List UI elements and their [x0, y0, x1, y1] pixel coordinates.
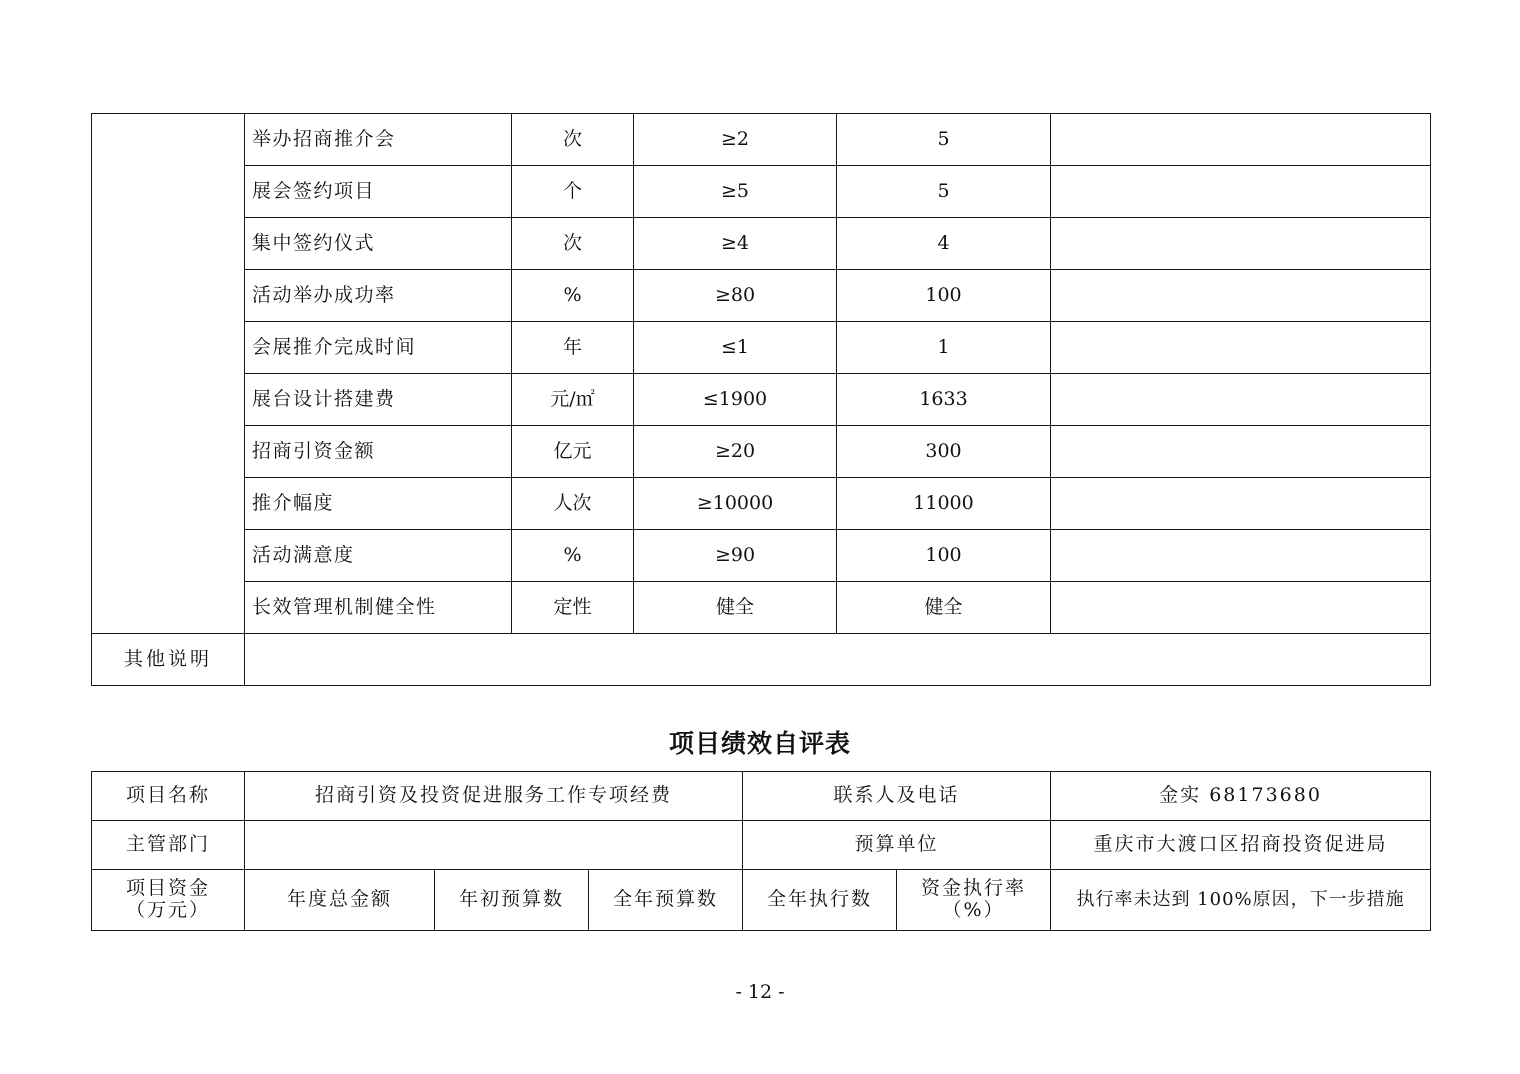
indicator-unit: 人次 — [512, 478, 634, 530]
indicator-target: ≤1 — [634, 322, 837, 374]
indicator-name: 招商引资金额 — [245, 426, 512, 478]
indicator-actual: 5 — [837, 114, 1051, 166]
indicator-actual: 4 — [837, 218, 1051, 270]
indicator-actual: 300 — [837, 426, 1051, 478]
indicator-target: ≥20 — [634, 426, 837, 478]
indicator-name: 会展推介完成时间 — [245, 322, 512, 374]
indicator-target: ≥10000 — [634, 478, 837, 530]
indicator-unit: 亿元 — [512, 426, 634, 478]
indicator-target: ≤1900 — [634, 374, 837, 426]
budget-unit-label: 预算单位 — [743, 821, 1051, 870]
budget-unit-value: 重庆市大渡口区招商投资促进局 — [1051, 821, 1431, 870]
table-row — [92, 821, 1431, 870]
indicator-target: ≥80 — [634, 270, 837, 322]
contact-label: 联系人及电话 — [743, 772, 1051, 821]
funds-label-line1: 项目资金 — [125, 877, 210, 900]
indicator-name: 活动举办成功率 — [245, 270, 512, 322]
table-row — [92, 322, 1431, 374]
table-row — [92, 166, 1431, 218]
table-row — [92, 426, 1431, 478]
indicator-unit: 次 — [512, 218, 634, 270]
indicator-actual: 1633 — [837, 374, 1051, 426]
indicator-note — [1051, 166, 1431, 218]
indicator-table — [91, 113, 1431, 686]
table-row — [92, 374, 1431, 426]
indicator-target: ≥90 — [634, 530, 837, 582]
indicator-actual: 11000 — [837, 478, 1051, 530]
indicator-name: 展会签约项目 — [245, 166, 512, 218]
indicator-target: ≥2 — [634, 114, 837, 166]
indicator-actual: 5 — [837, 166, 1051, 218]
indicator-unit: % — [512, 530, 634, 582]
indicator-unit: 定性 — [512, 582, 634, 634]
project-name-value: 招商引资及投资促进服务工作专项经费 — [245, 772, 743, 821]
indicator-note — [1051, 374, 1431, 426]
indicator-unit: 元/㎡ — [512, 374, 634, 426]
table-row — [92, 270, 1431, 322]
table-row — [92, 870, 1431, 931]
project-name-label: 项目名称 — [92, 772, 245, 821]
col-full-budget: 全年预算数 — [589, 870, 743, 931]
indicator-name: 举办招商推介会 — [245, 114, 512, 166]
table-row — [92, 582, 1431, 634]
table-row — [92, 114, 1431, 166]
other-notes-row — [92, 634, 1431, 686]
indicator-unit: 年 — [512, 322, 634, 374]
funds-label-line2: （万元） — [125, 899, 210, 921]
dept-value — [245, 821, 743, 870]
category-cell — [92, 114, 245, 634]
col-exec-rate-line2: （%） — [942, 899, 1005, 921]
indicator-actual: 健全 — [837, 582, 1051, 634]
col-annual-total: 年度总金额 — [245, 870, 435, 931]
indicator-actual: 100 — [837, 270, 1051, 322]
other-notes-label: 其他说明 — [92, 634, 245, 686]
indicator-name: 推介幅度 — [245, 478, 512, 530]
indicator-note — [1051, 530, 1431, 582]
indicator-target: ≥4 — [634, 218, 837, 270]
other-notes-value — [245, 634, 1431, 686]
col-full-execution: 全年执行数 — [743, 870, 897, 931]
indicator-target: ≥5 — [634, 166, 837, 218]
funds-label — [92, 870, 245, 931]
indicator-table-body — [92, 114, 1431, 686]
indicator-note — [1051, 426, 1431, 478]
page-number: - 12 - — [735, 981, 785, 1003]
indicator-note — [1051, 218, 1431, 270]
indicator-unit: % — [512, 270, 634, 322]
indicator-note — [1051, 322, 1431, 374]
indicator-name: 长效管理机制健全性 — [245, 582, 512, 634]
col-reason: 执行率未达到 100%原因，下一步措施 — [1051, 870, 1431, 931]
contact-value: 金实 68173680 — [1051, 772, 1431, 821]
indicator-note — [1051, 478, 1431, 530]
indicator-actual: 1 — [837, 322, 1051, 374]
col-exec-rate-line1: 资金执行率 — [921, 877, 1027, 900]
table-row — [92, 772, 1431, 821]
indicator-note — [1051, 582, 1431, 634]
table-row — [92, 478, 1431, 530]
indicator-note — [1051, 114, 1431, 166]
indicator-actual: 100 — [837, 530, 1051, 582]
col-exec-rate — [897, 870, 1051, 931]
indicator-target: 健全 — [634, 582, 837, 634]
self-eval-title: 项目绩效自评表 — [668, 729, 851, 758]
dept-label: 主管部门 — [92, 821, 245, 870]
indicator-name: 集中签约仪式 — [245, 218, 512, 270]
self-eval-table — [91, 771, 1431, 931]
col-initial-budget: 年初预算数 — [435, 870, 589, 931]
indicator-unit: 个 — [512, 166, 634, 218]
table-row — [92, 530, 1431, 582]
indicator-name: 活动满意度 — [245, 530, 512, 582]
indicator-name: 展台设计搭建费 — [245, 374, 512, 426]
indicator-note — [1051, 270, 1431, 322]
table-row — [92, 218, 1431, 270]
indicator-unit: 次 — [512, 114, 634, 166]
